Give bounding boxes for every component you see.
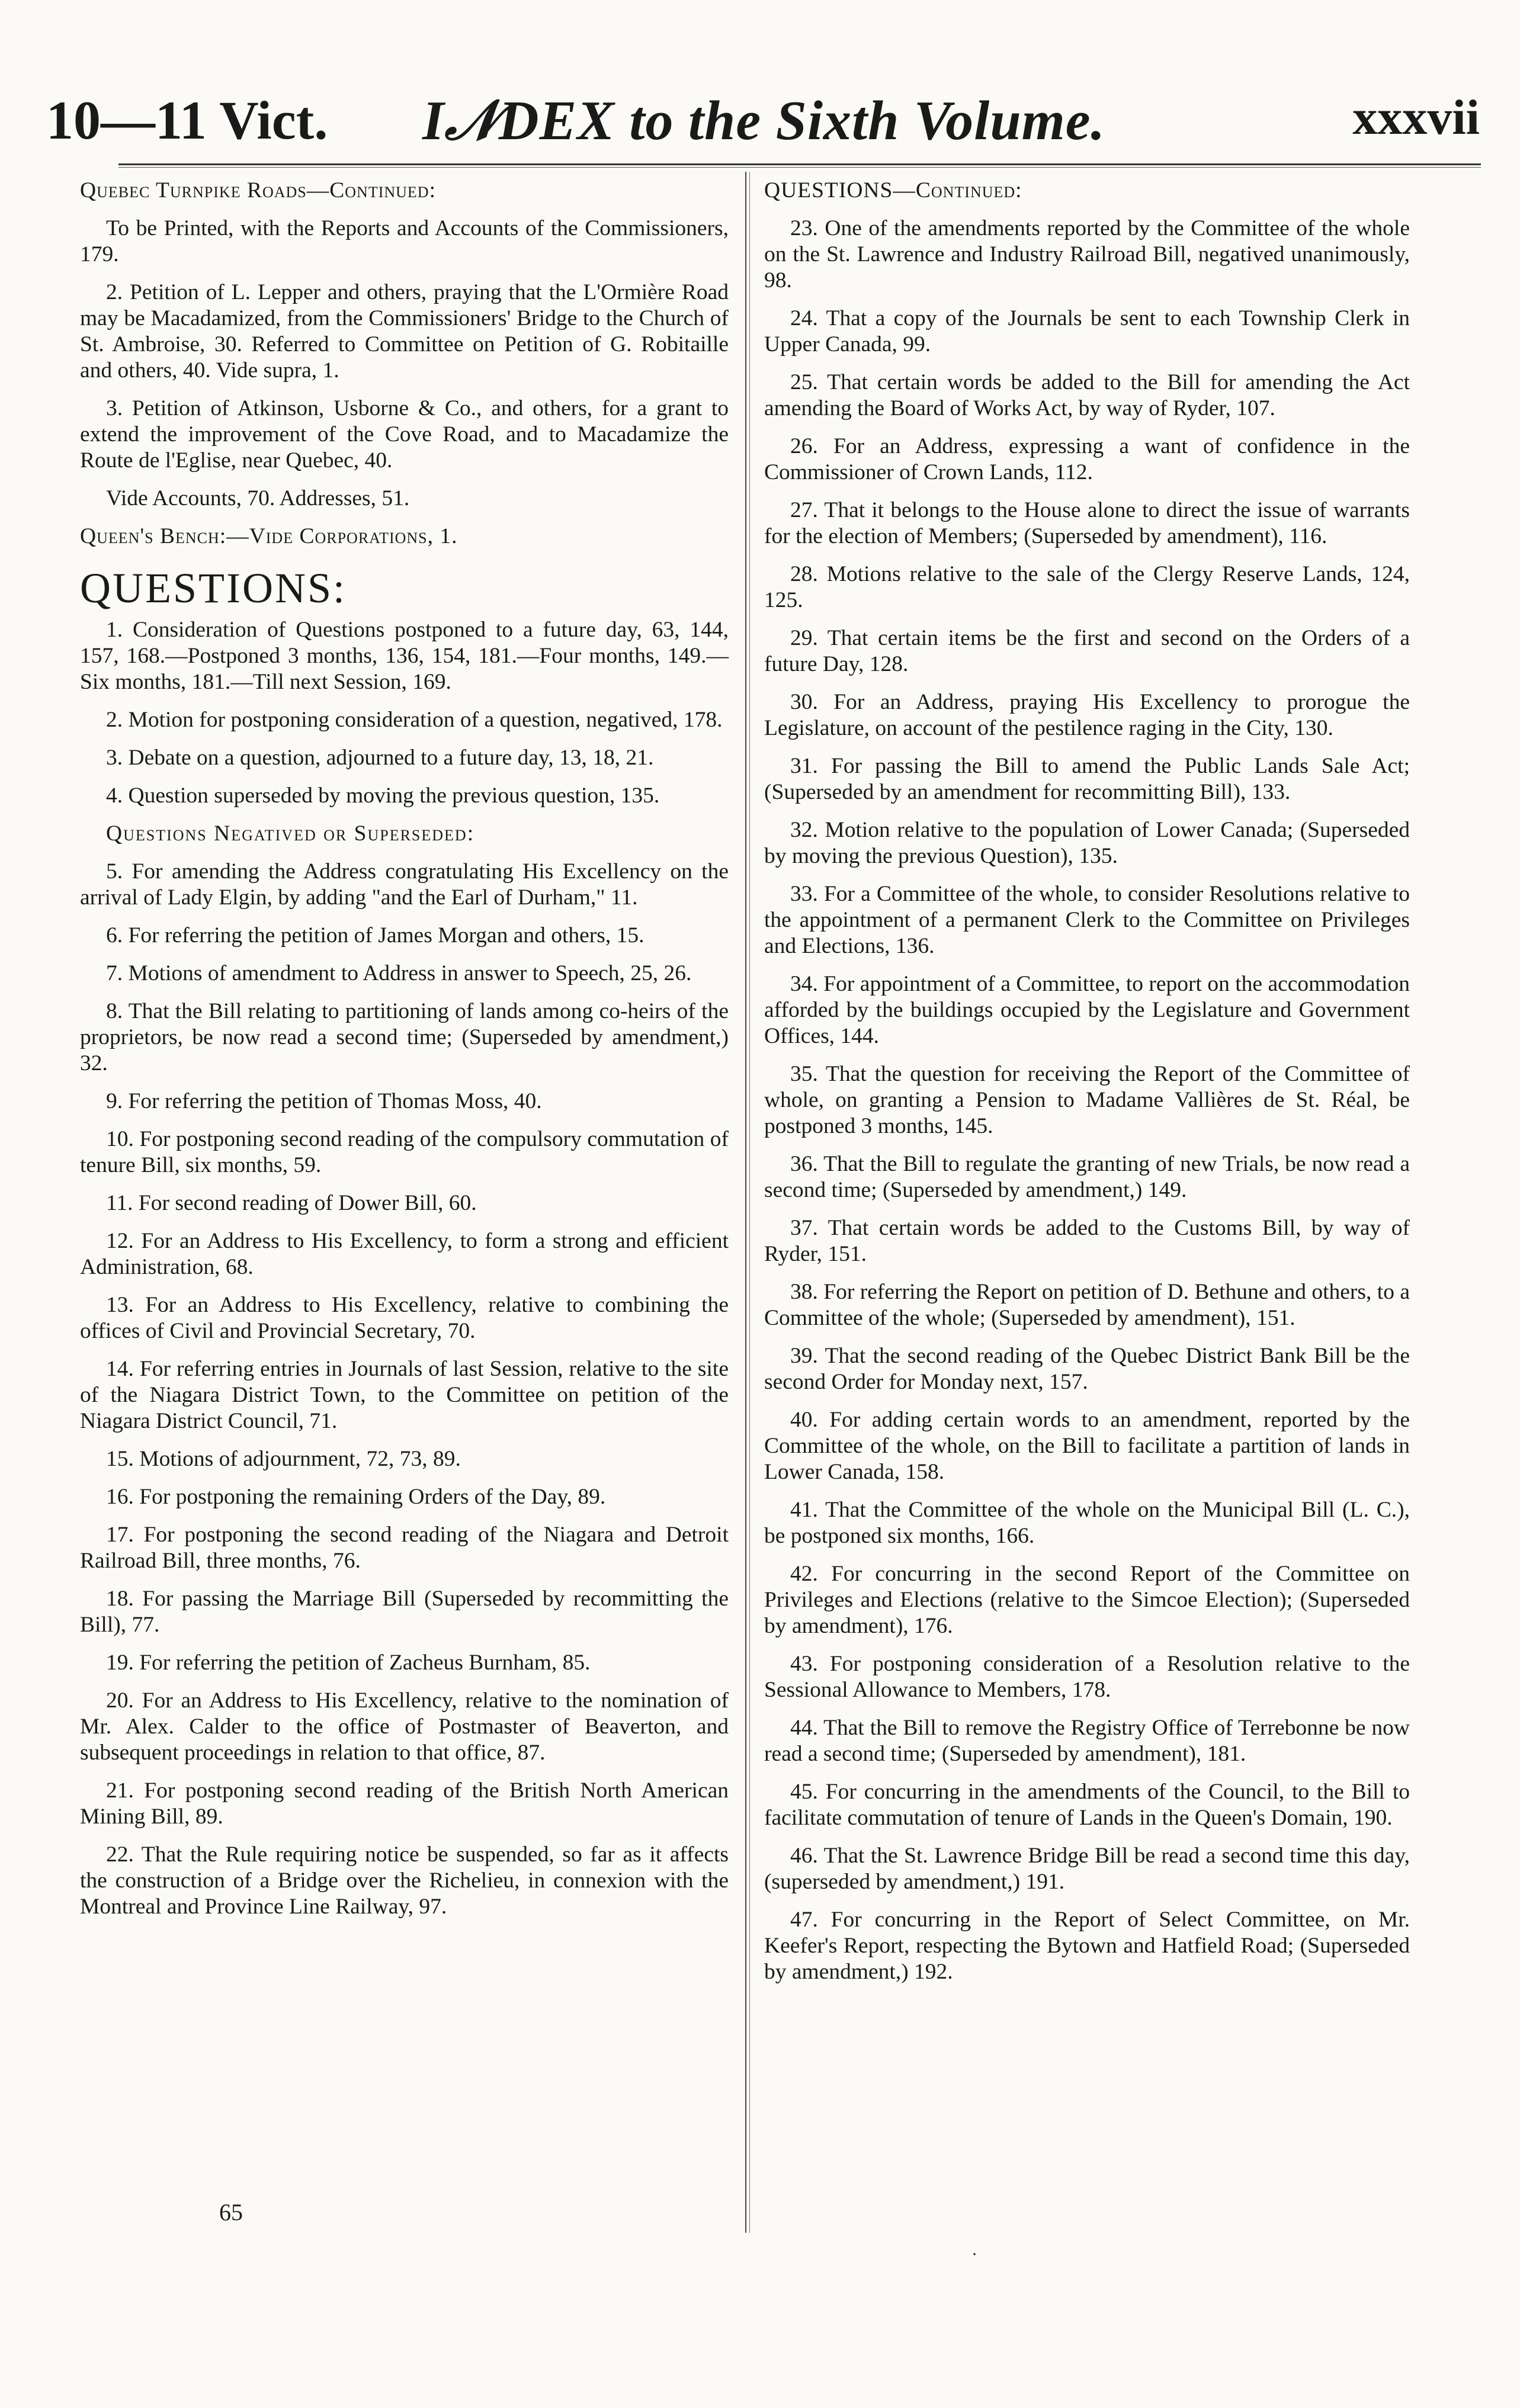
- index-entry: 16. For postponing the remaining Orders of the Day, 89.: [106, 1485, 606, 1509]
- page-number: 65: [219, 2199, 243, 2226]
- index-entry: 27. That it belongs to the House alone to direct the issue of warrants for the election of Members; (Superseded by amendment), 116.: [764, 498, 1410, 548]
- index-entry: 8. That the Bill relating to partitioning of lands among co-heirs of the proprietors, be now read a second time; (Superseded by amendment,) 32.: [80, 999, 729, 1075]
- index-entry: 38. For referring the Report on petition of D. Bethune and others, to a Committee of the whole; (Superseded by amendment), 151.: [764, 1280, 1410, 1330]
- index-entry: 35. That the question for receiving the Report of the Committee of whole, on granting a Pension to Madame Vallières de St. Réal, be postponed 3 months, 145.: [764, 1062, 1410, 1138]
- right-column: [764, 178, 1410, 1997]
- section-heading: Quebec Turnpike Roads—Continued:: [80, 178, 436, 203]
- questions-heading: QUESTIONS:: [80, 564, 347, 612]
- index-entry: 1. Consideration of Questions postponed to a future day, 63, 144, 157, 168.—Postponed 3 months, 136, 154, 181.—Four months, 149.—Six months, 181.—Till next Session, 169.: [80, 618, 729, 694]
- index-entry: 29. That certain items be the first and second on the Orders of a future Day, 128.: [764, 626, 1410, 676]
- index-entry: 43. For postponing consideration of a Resolution relative to the Sessional Allowance to Members, 178.: [764, 1652, 1410, 1702]
- section-heading: Queen's Bench:—Vide Corporations, 1.: [80, 524, 458, 548]
- page-header: [46, 89, 1480, 154]
- index-entry: 3. Petition of Atkinson, Usborne & Co., and others, for a grant to extend the improvement of the Cove Road, and to Macadamize the Route de l'Eglise, near Quebec, 40.: [80, 396, 729, 473]
- index-entry: 34. For appointment of a Committee, to report on the accommodation afforded by the buildings occupied by the Legislature and Government Offices, 144.: [764, 972, 1410, 1048]
- index-entry: 10. For postponing second reading of the compulsory commutation of tenure Bill, six months, 59.: [80, 1127, 729, 1177]
- index-entry: 2. Petition of L. Lepper and others, praying that the L'Ormière Road may be Macadamized, from the Commissioners' Bridge to the Church of St. Ambroise, 30. Referred to Committee on Petition of G. Robitaille and others, 40. Vide supra, 1.: [80, 280, 729, 383]
- index-entry: 33. For a Committee of the whole, to consider Resolutions relative to the appointment of a permanent Clerk to the Committee on Privileges and Elections, 136.: [764, 882, 1410, 958]
- index-entry: 31. For passing the Bill to amend the Public Lands Sale Act; (Superseded by an amendment for recommitting Bill), 133.: [764, 754, 1410, 804]
- index-entry: 23. One of the amendments reported by the Committee of the whole on the St. Lawrence and Industry Railroad Bill, negatived unanimously, 98.: [764, 216, 1410, 293]
- index-entry: 3. Debate on a question, adjourned to a future day, 13, 18, 21.: [106, 746, 654, 770]
- index-entry: 24. That a copy of the Journals be sent to each Township Clerk in Upper Canada, 99.: [764, 306, 1410, 357]
- index-entry: 20. For an Address to His Excellency, relative to the nomination of Mr. Alex. Calder to the office of Postmaster of Beaverton, and subsequent proceedings in relation to that office, 87.: [80, 1688, 729, 1765]
- index-entry: 32. Motion relative to the population of Lower Canada; (Superseded by moving the previous Question), 135.: [764, 818, 1410, 868]
- header-session: 10—11 Vict.: [46, 90, 328, 150]
- index-entry: 18. For passing the Marriage Bill (Superseded by recommitting the Bill), 77.: [80, 1587, 729, 1637]
- index-entry: 17. For postponing the second reading of the Niagara and Detroit Railroad Bill, three months, 76.: [80, 1523, 729, 1573]
- index-entry: 41. That the Committee of the whole on the Municipal Bill (L. C.), be postponed six months, 166.: [764, 1498, 1410, 1548]
- index-entry: 15. Motions of adjournment, 72, 73, 89.: [106, 1447, 461, 1471]
- column-divider: [745, 172, 746, 2233]
- index-entry: 40. For adding certain words to an amendment, reported by the Committee of the whole, on the Bill to facilitate a partition of lands in Lower Canada, 158.: [764, 1408, 1410, 1484]
- index-entry: 45. For concurring in the amendments of the Council, to the Bill to facilitate commutation of tenure of Lands in the Queen's Domain, 190.: [764, 1780, 1410, 1830]
- index-entry: 37. That certain words be added to the Customs Bill, by way of Ryder, 151.: [764, 1216, 1410, 1266]
- index-entry: To be Printed, with the Reports and Accounts of the Commissioners, 179.: [80, 216, 729, 267]
- index-entry: 46. That the St. Lawrence Bridge Bill be read a second time this day, (superseded by amendment,) 191.: [764, 1844, 1410, 1894]
- index-entry: 19. For referring the petition of Zacheus Burnham, 85.: [106, 1651, 591, 1675]
- index-entry: 21. For postponing second reading of the British North American Mining Bill, 89.: [80, 1778, 729, 1829]
- index-entry: 11. For second reading of Dower Bill, 60.: [106, 1191, 477, 1215]
- index-entry: 30. For an Address, praying His Excellency to prorogue the Legislature, on account of the pestilence raging in the City, 130.: [764, 690, 1410, 740]
- left-column: [80, 178, 729, 1932]
- index-entry: 26. For an Address, expressing a want of confidence in the Commissioner of Crown Lands, 112.: [764, 434, 1410, 484]
- index-entry: 4. Question superseded by moving the previous question, 135.: [106, 784, 660, 808]
- index-entry: 14. For referring entries in Journals of last Session, relative to the site of the Niagara District Town, to the Committee on petition of the Niagara District Council, 71.: [80, 1357, 729, 1433]
- index-entry: 2. Motion for postponing consideration of a question, negatived, 178.: [106, 708, 723, 732]
- subsection-heading: Questions Negatived or Superseded:: [106, 821, 475, 846]
- index-entry: 13. For an Address to His Excellency, relative to combining the offices of Civil and Provincial Secretary, 70.: [80, 1293, 729, 1343]
- index-entry: 36. That the Bill to regulate the granting of new Trials, be now read a second time; (Superseded by amendment,) 149.: [764, 1152, 1410, 1202]
- index-entry: 47. For concurring in the Report of Select Committee, on Mr. Keefer's Report, respecting the Bytown and Hatfield Road; (Superseded by amendment,) 192.: [764, 1908, 1410, 1984]
- header-page-roman: xxxvii: [1352, 90, 1480, 145]
- footer-mark: ·: [971, 2245, 977, 2264]
- index-entry: Vide Accounts, 70. Addresses, 51.: [106, 486, 410, 511]
- index-entry: 28. Motions relative to the sale of the Clergy Reserve Lands, 124, 125.: [764, 562, 1410, 612]
- index-entry: 9. For referring the petition of Thomas Moss, 40.: [106, 1089, 542, 1113]
- index-entry: 22. That the Rule requiring notice be suspended, so far as it affects the construction of a Bridge over the Richelieu, in connexion with the Montreal and Province Line Railway, 97.: [80, 1842, 729, 1919]
- header-rule: [118, 163, 1481, 168]
- index-entry: 6. For referring the petition of James Morgan and others, 15.: [106, 923, 644, 948]
- index-entry: 12. For an Address to His Excellency, to form a strong and efficient Administration, 68.: [80, 1229, 729, 1279]
- column-divider-inner: [749, 172, 750, 2233]
- index-entry: 42. For concurring in the second Report of the Committee on Privileges and Elections (relative to the Simcoe Election); (Superseded by amendment), 176.: [764, 1562, 1410, 1638]
- index-entry: 39. That the second reading of the Quebec District Bank Bill be the second Order for Monday next, 157.: [764, 1344, 1410, 1394]
- index-entry: 44. That the Bill to remove the Registry Office of Terrebonne be now read a second time; (Superseded by amendment), 181.: [764, 1716, 1410, 1766]
- index-entry: 5. For amending the Address congratulating His Excellency on the arrival of Lady Elgin, by adding "and the Earl of Durham," 11.: [80, 859, 729, 910]
- section-heading: QUESTIONS—Continued:: [764, 178, 1022, 203]
- index-entry: 7. Motions of amendment to Address in answer to Speech, 25, 26.: [106, 961, 692, 985]
- header-title: I𝒩DEX to the Sixth Volume.: [422, 90, 1105, 152]
- index-entry: 25. That certain words be added to the Bill for amending the Act amending the Board of Works Act, by way of Ryder, 107.: [764, 370, 1410, 420]
